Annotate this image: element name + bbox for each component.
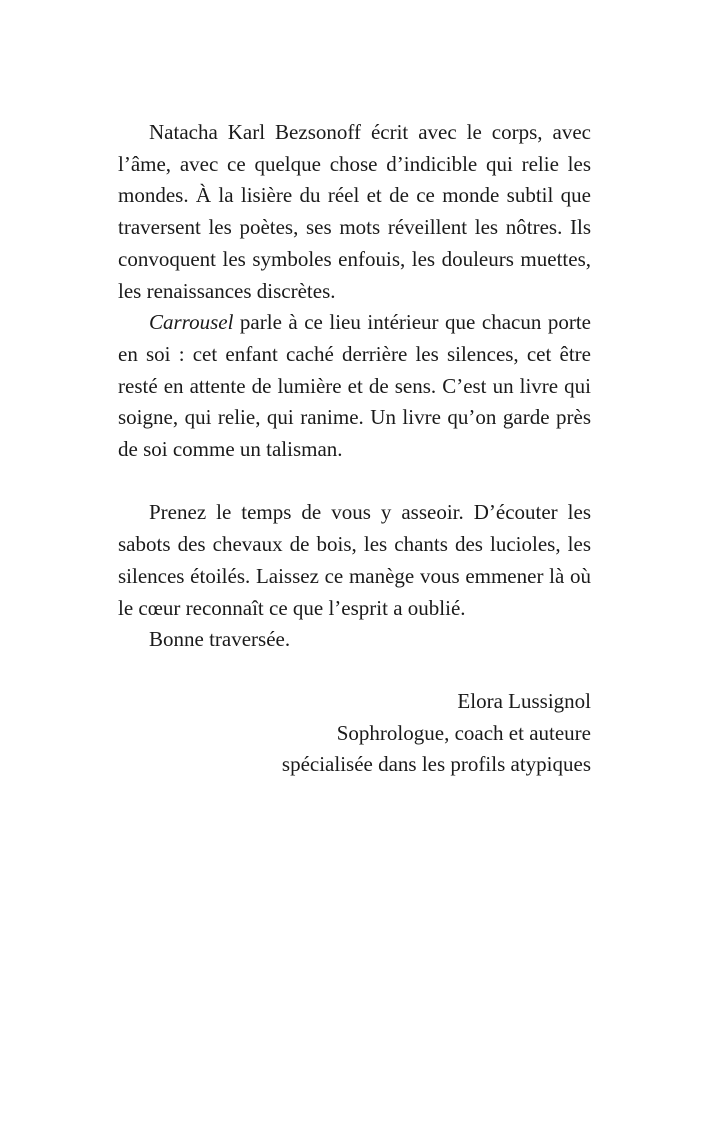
signature-name: Elora Lussignol [457, 688, 591, 713]
signature-role-line2: spécialisée dans les profils atypiques [281, 752, 591, 777]
book-title: Carrousel [149, 310, 234, 335]
paragraph-intro: Natacha Karl Bezsonoff écrit avec le corps, avec l’âme, avec ce quelque chose d’indicible qui relie les mondes. À la lisière du réel et de ce monde subtil que traversent les poètes, ses mots réveillent les nôtres. Ils convoquent les symboles enfouis, les douleurs muettes, les renaissances discrètes. [118, 120, 591, 303]
paragraph-carrousel-text: parle à ce lieu intérieur que chacun porte en soi : cet enfant caché derrière les silences, cet être resté en attente de lumière et de sens. C’est un livre qui soigne, qui relie, qui ranime. Un livre qu’on garde près de soi comme un talisman. [118, 310, 591, 462]
paragraph-closing: Bonne traversée. [149, 627, 291, 652]
paragraph-spacer [118, 466, 591, 498]
signature-role-line1: Sophrologue, coach et auteure [336, 720, 591, 745]
signature-block [118, 686, 591, 781]
preface-page [118, 117, 591, 781]
paragraph-invitation: Prenez le temps de vous y asseoir. D’écouter les sabots des chevaux de bois, les chants des lucioles, les silences étoilés. Laissez ce manège vous emmener là où le cœur reconnaît ce que l’esprit a oublié. [118, 500, 591, 620]
paragraph-carrousel [118, 307, 591, 466]
